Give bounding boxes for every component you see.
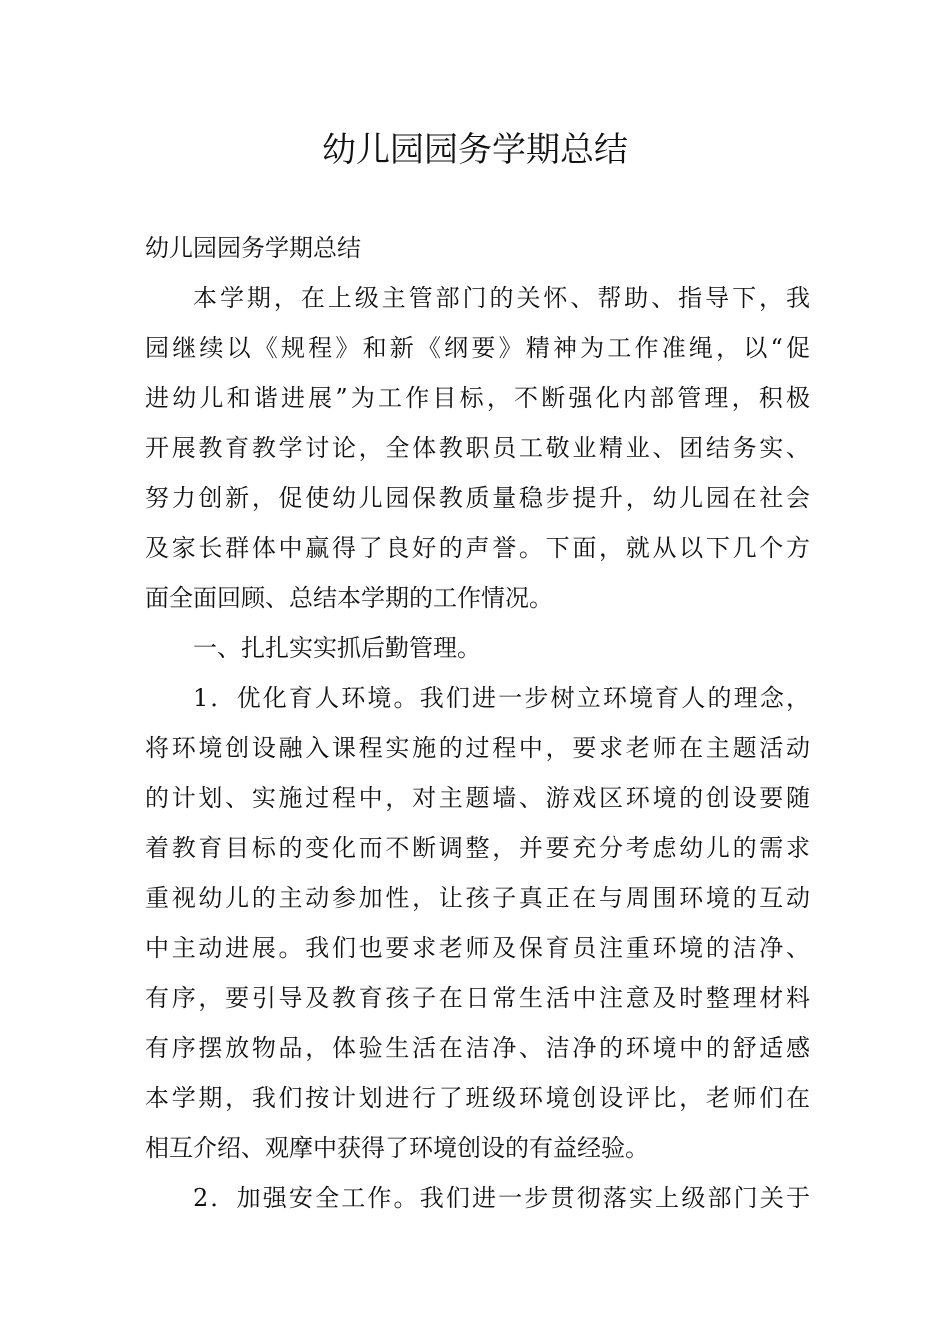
- paragraph-line: 开展教育教学讨论，全体教职员工敬业精业、团结务实、: [145, 434, 810, 462]
- document-title: 幼儿园园务学期总结: [322, 130, 628, 170]
- subtitle-line: 幼儿园园务学期总结: [145, 234, 361, 262]
- paragraph-line: 中主动进展。我们也要求老师及保育员注重环境的洁净、: [145, 934, 810, 962]
- paragraph-line: 有序摆放物品，体验生活在洁净、洁净的环境中的舒适感: [145, 1034, 810, 1062]
- paragraph-line: 将环境创设融入课程实施的过程中，要求老师在主题活动: [145, 734, 810, 762]
- paragraph-line: 本学期，我们按计划进行了班级环境创设评比，老师们在: [145, 1084, 810, 1112]
- paragraph-line: 及家长群体中赢得了良好的声誉。下面，就从以下几个方: [145, 534, 810, 562]
- paragraph-line: 园继续以《规程》和新《纲要》精神为工作准绳，以“促: [145, 334, 810, 362]
- paragraph-line: 的计划、实施过程中，对主题墙、游戏区环境的创设要随: [145, 784, 810, 812]
- paragraph-line: 面全面回顾、总结本学期的工作情况。: [145, 584, 553, 612]
- paragraph-line: 有序，要引导及教育孩子在日常生活中注意及时整理材料: [145, 984, 810, 1012]
- paragraph-line: 相互介绍、观摩中获得了环境创设的有益经验。: [145, 1134, 649, 1162]
- paragraph-line: 1．优化育人环境。我们进一步树立环境育人的理念，: [193, 684, 810, 712]
- paragraph-line: 本学期，在上级主管部门的关怀、帮助、指导下，我: [193, 284, 810, 312]
- paragraph-line: 重视幼儿的主动参加性，让孩子真正在与周围环境的互动: [145, 884, 810, 912]
- paragraph-line: 努力创新，促使幼儿园保教质量稳步提升，幼儿园在社会: [145, 484, 810, 512]
- paragraph-line: 2．加强安全工作。我们进一步贯彻落实上级部门关于: [193, 1184, 810, 1212]
- paragraph-line: 进幼儿和谐进展”为工作目标，不断强化内部管理，积极: [145, 384, 810, 412]
- paragraph-line: 着教育目标的变化而不断调整，并要充分考虑幼儿的需求: [145, 834, 810, 862]
- section-heading: 一、扎扎实实抓后勤管理。: [193, 634, 481, 662]
